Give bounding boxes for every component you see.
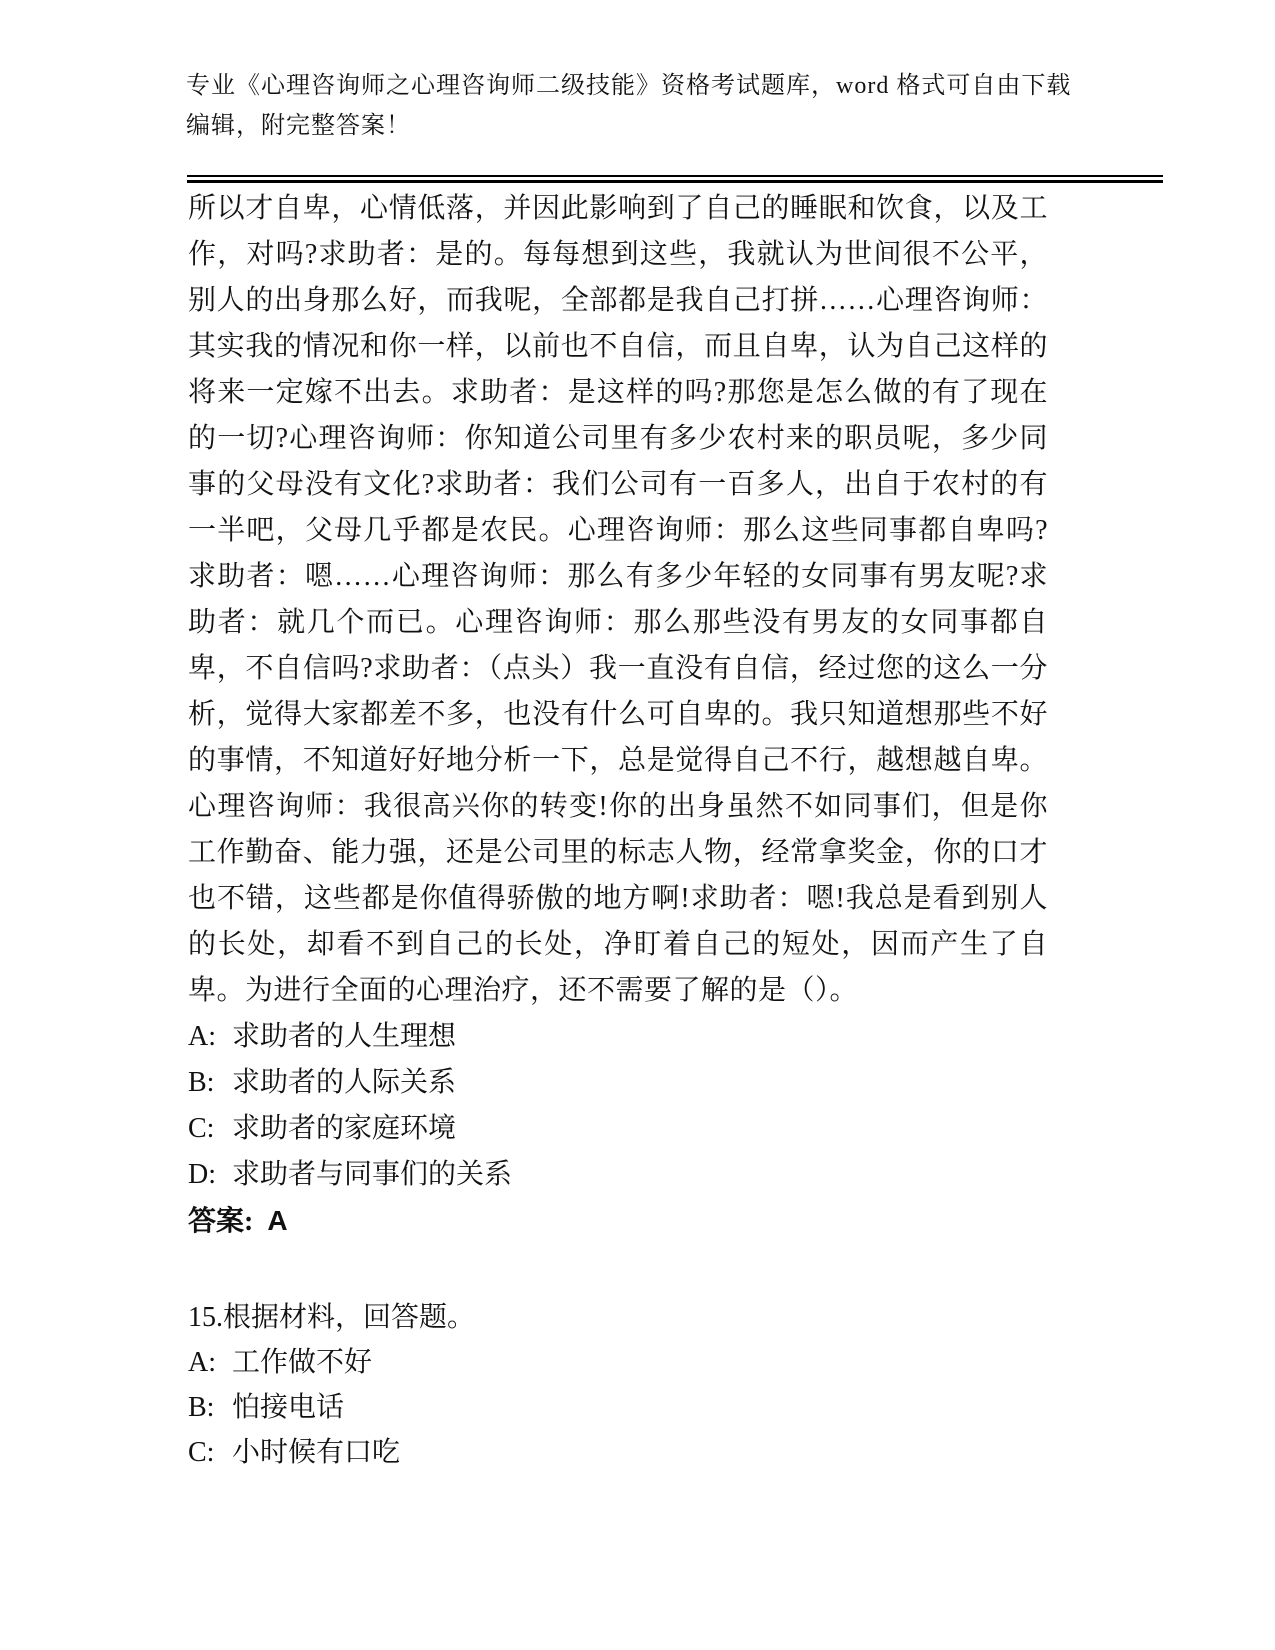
option-text: 工作做不好 <box>232 1347 373 1378</box>
page-header-text: 专业《心理咨询师之心理咨询师二级技能》资格考试题库，word 格式可自由下载编辑，附完整答案！ <box>186 73 1072 139</box>
question15-block <box>188 1295 1048 1475</box>
question15-options <box>188 1340 1048 1475</box>
option-letter: A: <box>188 1021 216 1052</box>
answer-value: A <box>267 1205 288 1236</box>
option-text: 小时候有口吃 <box>232 1437 401 1468</box>
answer-row <box>188 1198 1048 1245</box>
option-letter: D: <box>188 1159 216 1190</box>
option-letter: C: <box>188 1113 215 1144</box>
option-text: 求助者与同事们的关系 <box>232 1159 513 1190</box>
option-text: 求助者的人生理想 <box>232 1021 457 1052</box>
document-content <box>188 186 1048 1475</box>
option-row <box>188 1060 1048 1106</box>
option-letter: A: <box>188 1347 216 1378</box>
question15-prompt: 15.根据材料，回答题。 <box>188 1302 476 1333</box>
option-row <box>188 1106 1048 1152</box>
option-text: 怕接电话 <box>232 1392 345 1423</box>
option-row <box>188 1385 1048 1430</box>
option-row <box>188 1152 1048 1198</box>
answer-label: 答案: <box>188 1206 254 1237</box>
option-text: 求助者的人际关系 <box>232 1067 457 1098</box>
question14-body-text: 所以才自卑，心情低落，并因此影响到了自己的睡眠和饮食，以及工作，对吗?求助者：是的。每每想到这些，我就认为世间很不公平，别人的出身那么好，而我呢，全部都是我自己打拼……心理咨询师：其实我的情况和你一样，以前也不自信，而且自卑，认为自己这样的将来一定嫁不出去。求助者：是这样的吗?那您是怎么做的有了现在的一切?心理咨询师：你知道公司里有多少农村来的职员呢，多少同事的父母没有文化?求助者：我们公司有一百多人，出自于农村的有一半吧，父母几乎都是农民。心理咨询师：那么这些同事都自卑吗?求助者：嗯……心理咨询师：那么有多少年轻的女同事有男友呢?求助者：就几个而已。心理咨询师：那么那些没有男友的女同事都自卑，不自信吗?求助者：（点头）我一直没有自信，经过您的这么一分析，觉得大家都差不多，也没有什么可自卑的。我只知道想那些不好的事情，不知道好好地分析一下，总是觉得自己不行，越想越自卑。心理咨询师：我很高兴你的转变!你的出身虽然不如同事们，但是你工作勤奋、能力强，还是公司里的标志人物，经常拿奖金，你的口才也不错，这些都是你值得骄傲的地方啊!求助者：嗯!我总是看到别人的长处，却看不到自己的长处，净盯着自己的短处，因而产生了自卑。为进行全面的心理治疗，还不需要了解的是（）。 <box>188 193 1048 1006</box>
header-divider-line <box>187 175 1163 183</box>
option-row <box>188 1014 1048 1060</box>
option-letter: B: <box>188 1392 215 1423</box>
question14-options <box>188 1014 1048 1198</box>
option-text: 求助者的家庭环境 <box>232 1113 457 1144</box>
option-letter: B: <box>188 1067 215 1098</box>
option-letter: C: <box>188 1437 215 1468</box>
option-row <box>188 1340 1048 1385</box>
option-row <box>188 1430 1048 1475</box>
